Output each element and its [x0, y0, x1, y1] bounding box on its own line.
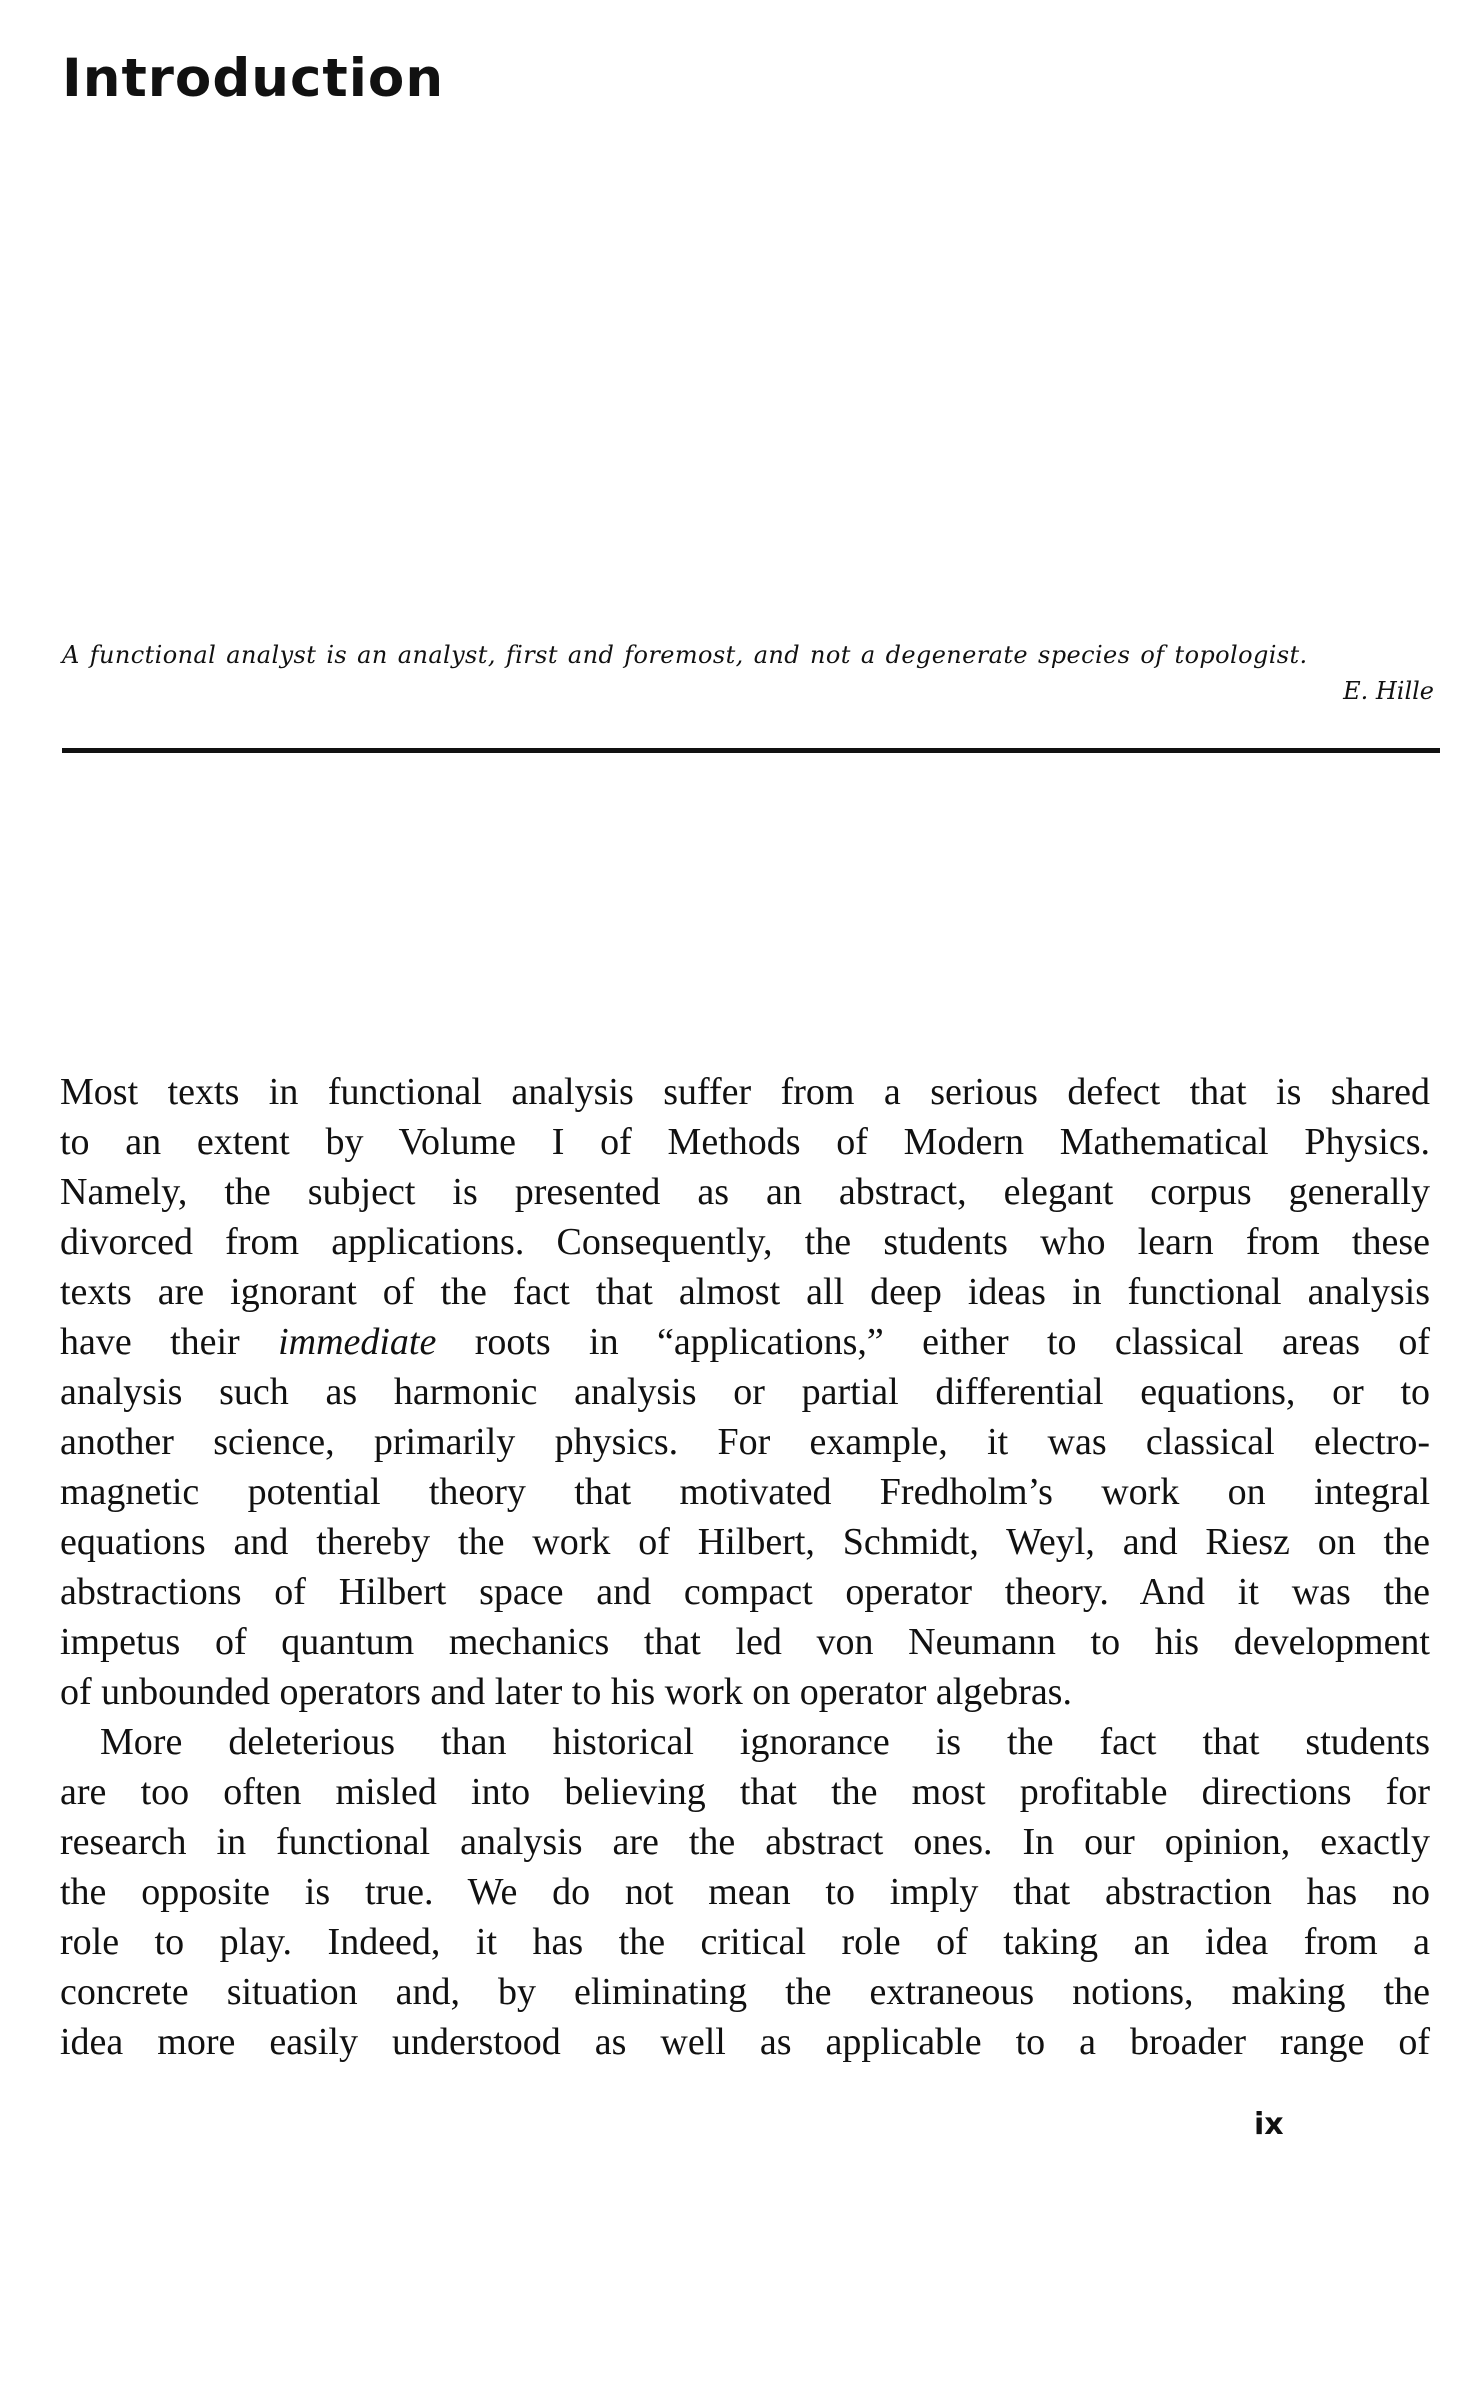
text-line: More deleterious than historical ignorance is the fact that students — [100, 1721, 1430, 1763]
text-line: Namely, the subject is presented as an abstract, elegant corpus generally — [60, 1171, 1430, 1213]
epigraph — [62, 637, 1436, 709]
text-line: role to play. Indeed, it has the critical role of taking an idea from a — [60, 1921, 1430, 1963]
text-line: are too often misled into believing that the most profitable directions for — [60, 1771, 1430, 1813]
text-fragment: have their — [60, 1321, 279, 1363]
text-line: of unbounded operators and later to his work on operator algebras. — [60, 1671, 1072, 1713]
text-line — [60, 1317, 1430, 1367]
paragraph-2 — [60, 1717, 1430, 2067]
section-divider — [62, 748, 1440, 753]
text-line: concrete situation and, by eliminating the extraneous notions, making the — [60, 1971, 1430, 2013]
text-line: research in functional analysis are the abstract ones. In our opinion, exactly — [60, 1821, 1430, 1863]
text-line: equations and thereby the work of Hilbert, Schmidt, Weyl, and Riesz on the — [60, 1521, 1430, 1563]
text-line: another science, primarily physics. For example, it was classical electro- — [60, 1421, 1430, 1463]
paragraph-1 — [60, 1067, 1430, 1717]
text-line: impetus of quantum mechanics that led von Neumann to his development — [60, 1621, 1430, 1663]
text-line: Most texts in functional analysis suffer from a serious defect that is shared — [60, 1071, 1430, 1113]
text-line: analysis such as harmonic analysis or partial differential equations, or to — [60, 1371, 1430, 1413]
text-fragment: roots in “applications,” either to classical areas of — [436, 1321, 1430, 1363]
text-line: the opposite is true. We do not mean to imply that abstraction has no — [60, 1871, 1430, 1913]
emphasized-word: immediate — [278, 1321, 437, 1363]
epigraph-quote: A functional analyst is an analyst, first and foremost, and not a degenerate species of topologist. — [62, 641, 1308, 669]
page-number: ix — [1254, 2107, 1284, 2142]
text-line: magnetic potential theory that motivated Fredholm’s work on integral — [60, 1471, 1430, 1513]
chapter-title: Introduction — [62, 48, 445, 109]
text-line: divorced from applications. Consequently, the students who learn from these — [60, 1221, 1430, 1263]
epigraph-author: E. Hille — [1343, 677, 1434, 705]
text-line: texts are ignorant of the fact that almost all deep ideas in functional analysis — [60, 1271, 1430, 1313]
text-line: idea more easily understood as well as applicable to a broader range of — [60, 2021, 1430, 2063]
text-line: abstractions of Hilbert space and compact operator theory. And it was the — [60, 1571, 1430, 1613]
text-line: to an extent by Volume I of Methods of Modern Mathematical Physics. — [60, 1121, 1430, 1163]
body-text — [60, 1067, 1430, 2067]
